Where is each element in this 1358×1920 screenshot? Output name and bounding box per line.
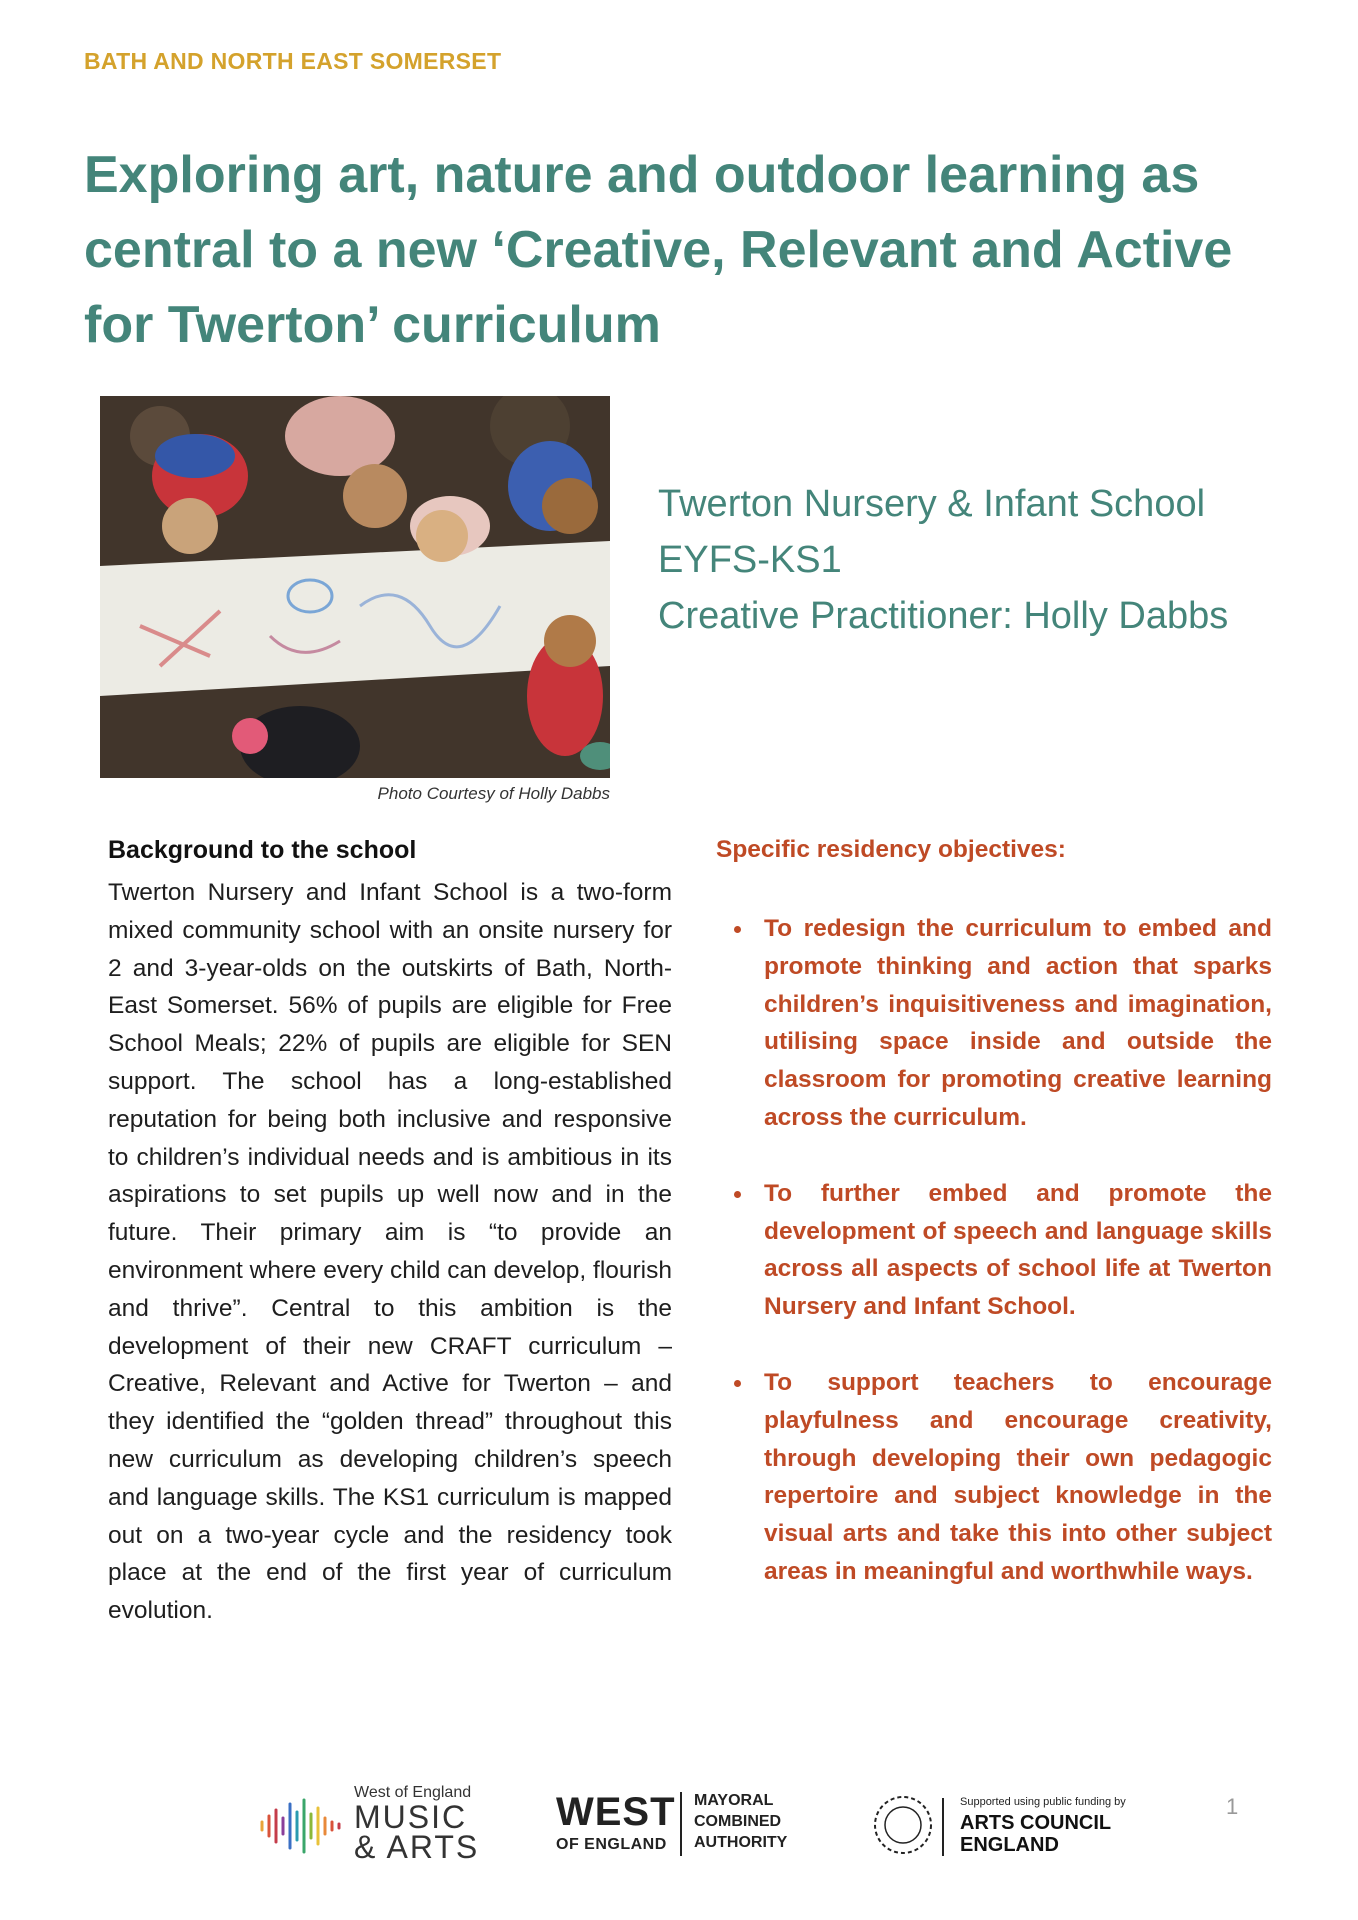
school-info-block — [658, 476, 1228, 644]
weca-logo-authority: MAYORAL COMBINED AUTHORITY — [694, 1792, 788, 1851]
weca-logo-west: WEST — [556, 1790, 676, 1834]
ace-logo-divider — [942, 1798, 944, 1856]
photo-caption: Photo Courtesy of Holly Dabbs — [377, 784, 610, 803]
objective-item: To redesign the curriculum to embed and promote thinking and action that sparks children’s inquisitiveness and imagination, utilising space inside and outside the classroom for promoting creative learning across the curriculum. — [716, 910, 1272, 1137]
background-body: Twerton Nursery and Infant School is a two-form mixed community school with an onsite nursery for 2 and 3-year-olds on the outskirts of Bath, North-East Somerset. 56% of pupils are eligible for Free School Meals; 22% of pupils are eligible for SEN support. The school has a long-established reputation for being both inclusive and responsive to children’s individual needs and is ambitious in its aspirations to set pupils up well now and in the future. Their primary aim is “to provide an environment where every child can develop, flourish and thrive”. Central to this ambition is the development of their new CRAFT curriculum – Creative, Relevant and Active for Twerton – and they identified the “golden thread” throughout this new curriculum as developing children’s speech and language skills. The KS1 curriculum is mapped out on a two-year cycle and the residency took place at the end of the first year of curriculum evolution. — [108, 879, 672, 1625]
creative-practitioner: Creative Practitioner: Holly Dabbs — [658, 595, 1229, 637]
background-heading: Background to the school — [108, 836, 417, 864]
music-logo-wordmark: MUSIC & ARTS — [354, 1799, 480, 1865]
region-label: BATH AND NORTH EAST SOMERSET — [84, 48, 502, 74]
school-name: Twerton Nursery & Infant School — [658, 483, 1206, 525]
children-drawing-photo — [100, 396, 610, 778]
ace-logo-supported: Supported using public funding by — [960, 1796, 1126, 1808]
arts-council-roundel-icon — [870, 1792, 936, 1858]
footer-logos — [0, 1780, 1358, 1880]
west-of-england-music-arts-logo — [258, 1780, 488, 1865]
objectives-list — [716, 910, 1272, 1629]
weca-logo-divider — [680, 1792, 682, 1856]
weca-logo-of-england: OF ENGLAND — [556, 1836, 667, 1853]
document-title: Exploring art, nature and outdoor learning as central to a new ‘Creative, Relevant and Active for Twerton’ curriculum — [84, 146, 1233, 354]
objective-item: To support teachers to encourage playfulness and encourage creativity, through developing their own pedagogic repertoire and subject knowledge in the visual arts and take this into other subject areas in meaningful and worthwhile ways. — [716, 1364, 1272, 1591]
objectives-heading: Specific residency objectives: — [716, 836, 1066, 863]
music-logo-eyebrow: West of England — [354, 1784, 472, 1801]
key-stage: EYFS-KS1 — [658, 539, 842, 581]
soundwave-icon — [258, 1796, 350, 1856]
page-number: 1 — [1226, 1794, 1239, 1819]
ace-logo-wordmark: ARTS COUNCIL ENGLAND — [960, 1812, 1112, 1856]
arts-council-england-logo — [870, 1792, 1150, 1862]
objective-item: To further embed and promote the development of speech and language skills across all aspects of school life at Twerton Nursery and Infant School. — [716, 1175, 1272, 1326]
